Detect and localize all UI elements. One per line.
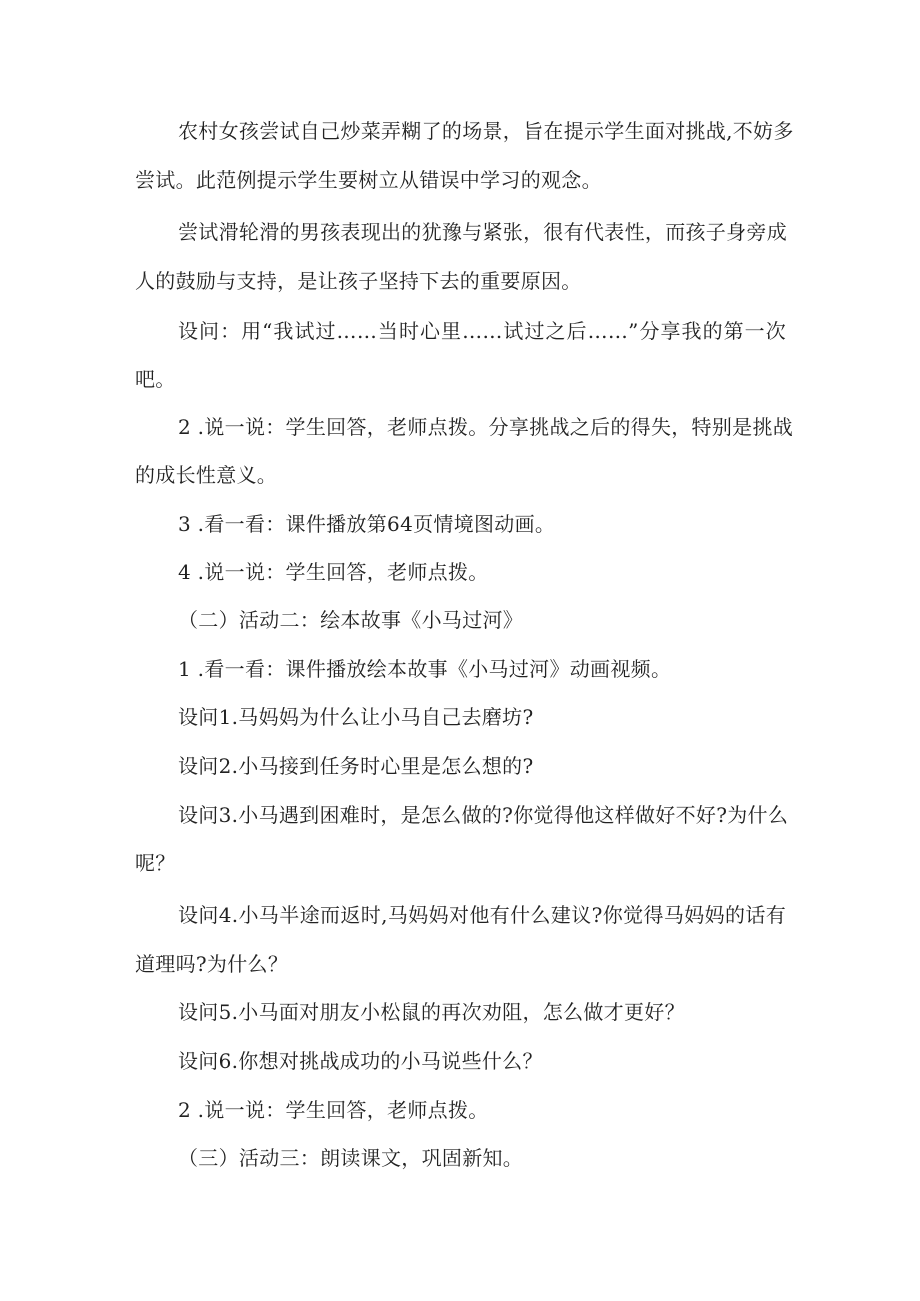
section-heading: （三）活动三：朗读课文，巩固新知。	[178, 1146, 524, 1170]
paragraph-line: 人的鼓励与支持，是让孩子坚持下去的重要原因。	[135, 269, 582, 293]
question-line: 设问5.小马面对朋友小松鼠的再次劝阻，怎么做才更好？	[178, 1000, 685, 1024]
question-line: 设问6.你想对挑战成功的小马说些什么？	[178, 1049, 543, 1073]
paragraph-line: 2 .说一说：学生回答，老师点拨。分享挑战之后的得失，特别是挑战	[178, 415, 794, 439]
section-heading: （二）活动二：绘本故事《小马过河》	[178, 608, 524, 632]
paragraph-line: 4 .说一说：学生回答，老师点拨。	[178, 560, 489, 584]
paragraph-line: 的成长性意义。	[135, 463, 278, 487]
paragraph-line: 吧。	[135, 367, 176, 391]
question-line: 设问1.马妈妈为什么让小马自己去磨坊?	[178, 705, 534, 729]
paragraph-line: 2 .说一说：学生回答，老师点拨。	[178, 1098, 489, 1122]
question-line: 道理吗?为什么？	[135, 952, 289, 976]
question-line: 呢？	[135, 851, 176, 875]
question-line: 设问2.小马接到任务时心里是怎么想的?	[178, 754, 534, 778]
paragraph-line: 设问：用“我试过……当时心里……试过之后……”分享我的第一次	[178, 319, 786, 343]
paragraph-line: 1 .看一看：课件播放绘本故事《小马过河》动画视频。	[178, 657, 672, 681]
paragraph-line: 农村女孩尝试自己炒菜弄糊了的场景，旨在提示学生面对挑战,不妨多	[178, 119, 794, 143]
paragraph-line: 3 .看一看：课件播放第64页情境图动画。	[178, 512, 556, 536]
question-line: 设问3.小马遇到困难时，是怎么做的?你觉得他这样做好不好?为什么	[178, 803, 789, 827]
question-line: 设问4.小马半途而返时,马妈妈对他有什么建议?你觉得马妈妈的话有	[178, 903, 786, 927]
paragraph-line: 尝试。此范例提示学生要树立从错误中学习的观念。	[135, 168, 602, 192]
paragraph-line: 尝试滑轮滑的男孩表现出的犹豫与紧张，很有代表性，而孩子身旁成	[178, 220, 787, 244]
